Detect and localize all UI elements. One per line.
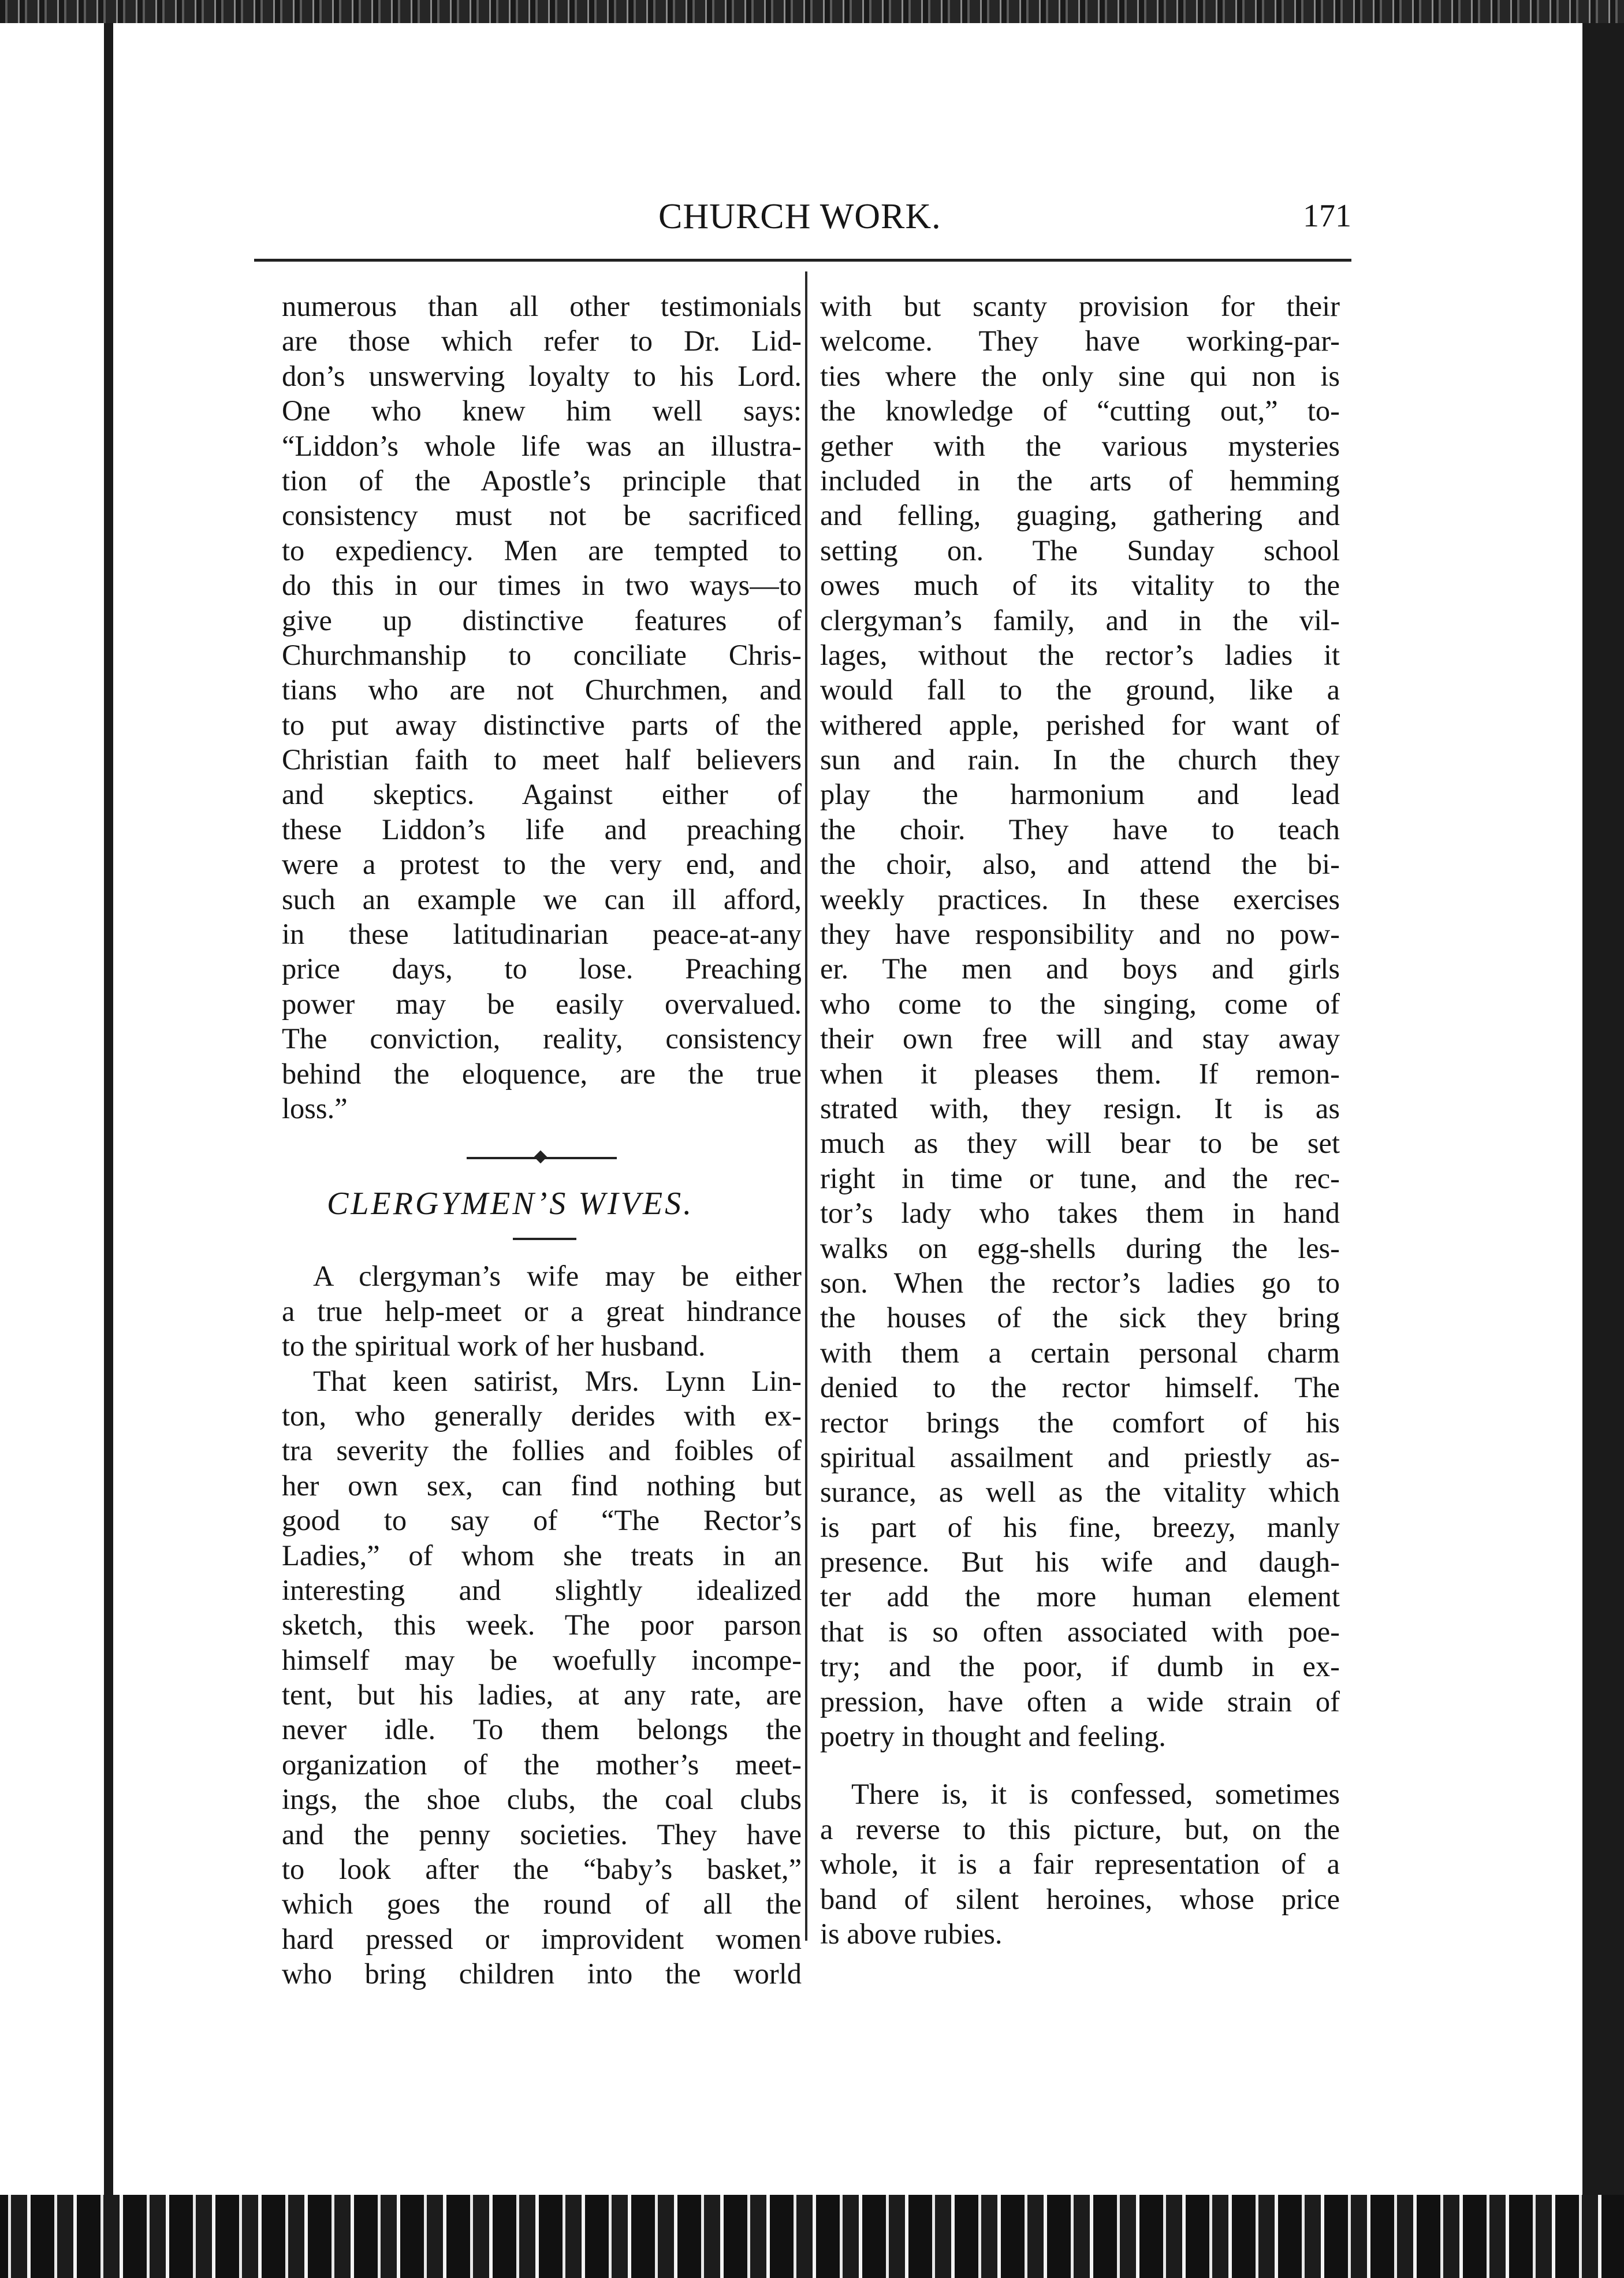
text-line: the choir. They have to teach [820,813,1340,846]
scan-border-left [104,23,113,2195]
text-line: There is, it is confessed, sometimes [851,1778,1340,1811]
text-line: rector brings the comfort of his [820,1406,1340,1439]
text-line: interesting and slightly idealized [282,1573,802,1606]
header-rule [254,259,1351,262]
text-line: tion of the Apostle’s principle that [282,464,802,497]
diamond-icon [534,1151,547,1164]
text-line: Churchmanship to conciliate Chris- [282,638,802,671]
text-line: Ladies,” of whom she treats in an [282,1539,802,1572]
page-header [254,196,1351,254]
text-line: strated with, they resign. It is as [820,1092,1340,1125]
text-line: poetry in thought and feeling. [820,1720,1166,1753]
text-line: withered apple, perished for want of [820,708,1340,741]
text-line: much as they will bear to be set [820,1127,1340,1160]
text-line: setting on. The Sunday school [820,534,1340,567]
text-line: welcome. They have working-par- [820,325,1340,358]
text-line: Christian faith to meet half believers [282,743,802,776]
left-column [282,289,802,1992]
text-line: which goes the round of all the [282,1888,802,1920]
text-line: her own sex, can find nothing but [282,1469,802,1502]
text-line: power may be easily overvalued. [282,987,802,1020]
text-line: when it pleases them. If remon- [820,1057,1340,1090]
spacer [282,1126,802,1149]
scan-border-right [1582,23,1624,2195]
text-line: surance, as well as the vitality which [820,1476,1340,1509]
paragraph-clergyman-wife [282,1259,802,1363]
text-line: with them a certain personal charm [820,1336,1340,1369]
text-line: price days, to lose. Preaching [282,952,802,985]
text-line: er. The men and boys and girls [820,952,1340,985]
text-line: to expediency. Men are tempted to [282,534,802,567]
text-line: play the harmonium and lead [820,778,1340,811]
right-column [820,289,1340,1951]
text-line: and felling, guaging, gathering and [820,499,1340,532]
text-line: tor’s lady who takes them in hand [820,1197,1340,1230]
section-ornament [282,1149,802,1178]
paragraph-conclusion [820,1777,1340,1951]
title-underline [282,1230,802,1259]
text-line: ings, the shoe clubs, the coal clubs [282,1783,802,1816]
text-line: that is so often associated with poe- [820,1615,1340,1648]
paragraph-working-parties [820,289,1340,1754]
text-line: consistency must not be sacrificed [282,499,802,532]
text-line: loss.” [282,1092,348,1125]
text-line: tians who are not Churchmen, and [282,673,802,706]
text-line: they have responsibility and no pow- [820,918,1340,951]
column-divider [805,271,807,1941]
section-title: CLERGYMEN’S WIVES. [327,1186,694,1222]
text-line: good to say of “The Rector’s [282,1504,802,1537]
text-line: ties where the only sine qui non is [820,359,1340,392]
text-line: with but scanty provision for their [820,290,1340,322]
text-line: is part of his fine, breezy, manly [820,1510,1340,1543]
text-line: “Liddon’s whole life was an illustra- [282,429,802,462]
page-number: 171 [1303,198,1351,234]
text-line: ton, who generally derides with ex- [282,1399,802,1432]
text-line: are those which refer to Dr. Lid- [282,325,802,358]
text-line: try; and the poor, if dumb in ex- [820,1650,1340,1683]
text-line: would fall to the ground, like a [820,673,1340,706]
text-line: the houses of the sick they bring [820,1301,1340,1334]
short-rule [513,1238,576,1240]
text-line: and the penny societies. They have [282,1818,802,1851]
text-line: don’s unswerving loyalty to his Lord. [282,359,802,392]
text-line: pression, have often a wide strain of [820,1685,1340,1718]
text-line: tent, but his ladies, at any rate, are [282,1678,802,1711]
running-head: CHURCH WORK. [658,197,941,236]
text-line: organization of the mother’s meet- [282,1748,802,1781]
text-line: tra severity the follies and foibles of [282,1434,802,1467]
text-line: hard pressed or improvident women [282,1922,802,1955]
text-line: weekly practices. In these exercises [820,883,1340,915]
text-line: owes much of its vitality to the [820,569,1340,602]
text-line: to put away distinctive parts of the [282,708,802,741]
scan-border-top [0,0,1624,23]
text-line: a reverse to this picture, but, on the [820,1812,1340,1845]
text-line: himself may be woefully incompe- [282,1643,802,1676]
text-line: ter add the more human element [820,1580,1340,1613]
text-line: the knowledge of “cutting out,” to- [820,394,1340,427]
text-line: do this in our times in two ways—to [282,569,802,602]
text-line: in these latitudinarian peace-at-any [282,918,802,951]
text-line: to look after the “baby’s basket,” [282,1853,802,1886]
paragraph-lynn-linton [282,1364,802,1992]
text-line: is above rubies. [820,1917,1003,1950]
text-line: denied to the rector himself. The [820,1371,1340,1404]
text-line: who come to the singing, come of [820,987,1340,1020]
text-line: behind the eloquence, are the true [282,1057,802,1090]
text-line: The conviction, reality, consistency [282,1022,802,1055]
text-line: whole, it is a fair representation of a [820,1848,1340,1881]
spacer [820,1754,1340,1777]
text-line: sketch, this week. The poor parson [282,1609,802,1642]
text-line: right in time or tune, and the rec- [820,1162,1340,1194]
text-line: such an example we can ill afford, [282,883,802,915]
text-line: lages, without the rector’s ladies it [820,638,1340,671]
text-line: clergyman’s family, and in the vil- [820,604,1340,636]
text-line: presence. But his wife and daugh- [820,1546,1340,1579]
text-line: son. When the rector’s ladies go to [820,1266,1340,1299]
text-line: included in the arts of hemming [820,464,1340,497]
text-line: gether with the various mysteries [820,429,1340,462]
text-line: were a protest to the very end, and [282,848,802,881]
text-line: band of silent heroines, whose price [820,1882,1340,1915]
paragraph-liddon [282,289,802,1126]
text-line: who bring children into the world [282,1957,802,1990]
text-line: spiritual assailment and priestly as- [820,1440,1340,1473]
text-line: the choir, also, and attend the bi- [820,848,1340,881]
text-line: these Liddon’s life and preaching [282,813,802,846]
text-line: never idle. To them belongs the [282,1713,802,1746]
text-line: give up distinctive features of [282,604,802,636]
scan-border-bottom [0,2195,1624,2278]
text-line: That keen satirist, Mrs. Lynn Lin- [313,1364,802,1397]
text-line: their own free will and stay away [820,1022,1340,1055]
text-line: walks on egg-shells during the les- [820,1231,1340,1264]
text-line: and skeptics. Against either of [282,778,802,811]
text-line: a true help-meet or a great hindrance [282,1294,802,1327]
text-line: to the spiritual work of her husband. [282,1330,706,1363]
text-line: A clergyman’s wife may be either [313,1260,802,1293]
text-line: numerous than all other testimonials [282,290,802,322]
text-line: One who knew him well says: [282,394,802,427]
text-line: sun and rain. In the church they [820,743,1340,776]
